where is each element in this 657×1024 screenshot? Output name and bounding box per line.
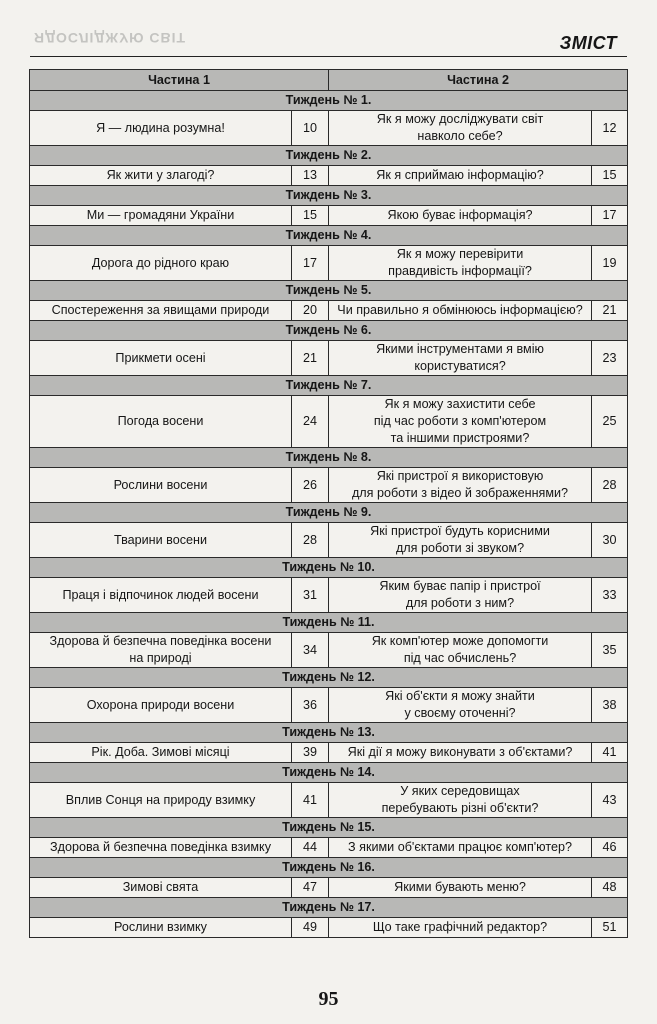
part1-topic: Рік. Доба. Зимові місяці	[30, 743, 292, 763]
part1-topic: Охорона природи восени	[30, 688, 292, 723]
part2-topic: Які дії я можу виконувати з об'єктами?	[329, 743, 592, 763]
part2-topic: Яким буває папір і пристрої для роботи з ним?	[329, 578, 592, 613]
week-title: Тиждень № 14.	[30, 763, 628, 783]
week-header-row	[30, 226, 628, 246]
part2-topic: Якою буває інформація?	[329, 206, 592, 226]
week-header-row	[30, 91, 628, 111]
lesson-row	[30, 206, 628, 226]
week-title: Тиждень № 12.	[30, 668, 628, 688]
lesson-row	[30, 166, 628, 186]
part2-topic: Чи правильно я обмінююсь інформацією?	[329, 301, 592, 321]
lesson-row	[30, 523, 628, 558]
week-title: Тиждень № 11.	[30, 613, 628, 633]
part1-page: 24	[292, 396, 329, 448]
part1-topic: Прикмети осені	[30, 341, 292, 376]
part1-page: 44	[292, 838, 329, 858]
part1-page: 31	[292, 578, 329, 613]
contents-table	[29, 69, 628, 938]
week-title: Тиждень № 5.	[30, 281, 628, 301]
lesson-row	[30, 838, 628, 858]
week-title: Тиждень № 9.	[30, 503, 628, 523]
part2-topic: Якими бувають меню?	[329, 878, 592, 898]
part2-page: 28	[592, 468, 628, 503]
column-header-row	[30, 70, 628, 91]
part1-page: 17	[292, 246, 329, 281]
part2-page: 46	[592, 838, 628, 858]
lesson-row	[30, 743, 628, 763]
part1-topic: Ми — громадяни України	[30, 206, 292, 226]
part2-page: 41	[592, 743, 628, 763]
week-title: Тиждень № 16.	[30, 858, 628, 878]
week-header-row	[30, 503, 628, 523]
week-header-row	[30, 448, 628, 468]
week-title: Тиждень № 1.	[30, 91, 628, 111]
week-header-row	[30, 858, 628, 878]
part1-topic: Здорова й безпечна поведінка взимку	[30, 838, 292, 858]
part1-topic: Зимові свята	[30, 878, 292, 898]
part1-page: 34	[292, 633, 329, 668]
part1-topic: Як жити у злагоді?	[30, 166, 292, 186]
part2-page: 48	[592, 878, 628, 898]
part1-topic: Здорова й безпечна поведінка восени на природі	[30, 633, 292, 668]
week-header-row	[30, 186, 628, 206]
week-header-row	[30, 613, 628, 633]
part2-page: 38	[592, 688, 628, 723]
part2-topic: Які об'єкти я можу знайти у своєму оточенні?	[329, 688, 592, 723]
part1-header: Частина 1	[30, 70, 329, 91]
part1-topic: Тварини восени	[30, 523, 292, 558]
part2-topic: У яких середовищах перебувають різні об'єкти?	[329, 783, 592, 818]
lesson-row	[30, 246, 628, 281]
part1-page: 13	[292, 166, 329, 186]
week-title: Тиждень № 6.	[30, 321, 628, 341]
week-header-row	[30, 281, 628, 301]
week-title: Тиждень № 2.	[30, 146, 628, 166]
part1-page: 21	[292, 341, 329, 376]
header-divider	[30, 56, 627, 57]
part1-topic: Вплив Сонця на природу взимку	[30, 783, 292, 818]
page-number: 95	[318, 988, 339, 1010]
part2-page: 12	[592, 111, 628, 146]
lesson-row	[30, 341, 628, 376]
part1-topic: Рослини восени	[30, 468, 292, 503]
lesson-row	[30, 688, 628, 723]
part1-page: 10	[292, 111, 329, 146]
lesson-row	[30, 111, 628, 146]
lesson-row	[30, 468, 628, 503]
part1-page: 49	[292, 918, 329, 938]
contents-table-body	[30, 70, 628, 938]
part2-page: 17	[592, 206, 628, 226]
week-title: Тиждень № 13.	[30, 723, 628, 743]
part1-page: 41	[292, 783, 329, 818]
week-title: Тиждень № 8.	[30, 448, 628, 468]
week-header-row	[30, 146, 628, 166]
part2-page: 21	[592, 301, 628, 321]
part2-page: 35	[592, 633, 628, 668]
part1-page: 28	[292, 523, 329, 558]
part1-topic: Праця і відпочинок людей восени	[30, 578, 292, 613]
part2-topic: Як комп'ютер може допомогти під час обчислень?	[329, 633, 592, 668]
lesson-row	[30, 301, 628, 321]
week-header-row	[30, 723, 628, 743]
part2-page: 51	[592, 918, 628, 938]
week-title: Тиждень № 3.	[30, 186, 628, 206]
week-header-row	[30, 668, 628, 688]
part2-topic: З якими об'єктами працює комп'ютер?	[329, 838, 592, 858]
part2-page: 23	[592, 341, 628, 376]
week-header-row	[30, 321, 628, 341]
lesson-row	[30, 396, 628, 448]
part1-page: 39	[292, 743, 329, 763]
week-header-row	[30, 376, 628, 396]
part2-page: 43	[592, 783, 628, 818]
part2-topic: Що таке графічний редактор?	[329, 918, 592, 938]
lesson-row	[30, 918, 628, 938]
part2-page: 30	[592, 523, 628, 558]
part1-page: 26	[292, 468, 329, 503]
week-title: Тиждень № 7.	[30, 376, 628, 396]
page-title: ЗМІСТ	[559, 33, 617, 53]
week-title: Тиждень № 4.	[30, 226, 628, 246]
lesson-row	[30, 783, 628, 818]
bleed-through-text: ЯДОСЛІДЖУЮ СВІТ	[34, 30, 187, 46]
part1-page: 36	[292, 688, 329, 723]
part2-topic: Як я можу досліджувати світ навколо себе?	[329, 111, 592, 146]
week-header-row	[30, 898, 628, 918]
week-header-row	[30, 818, 628, 838]
part1-topic: Погода восени	[30, 396, 292, 448]
part2-topic: Як я можу перевірити правдивість інформації?	[329, 246, 592, 281]
lesson-row	[30, 633, 628, 668]
part2-topic: Які пристрої будуть корисними для роботи зі звуком?	[329, 523, 592, 558]
part2-topic: Які пристрої я використовую для роботи з відео й зображеннями?	[329, 468, 592, 503]
week-header-row	[30, 763, 628, 783]
week-title: Тиждень № 10.	[30, 558, 628, 578]
part2-page: 15	[592, 166, 628, 186]
lesson-row	[30, 878, 628, 898]
part2-page: 33	[592, 578, 628, 613]
part1-topic: Рослини взимку	[30, 918, 292, 938]
part1-page: 20	[292, 301, 329, 321]
part1-page: 47	[292, 878, 329, 898]
part2-topic: Якими інструментами я вмію користуватися?	[329, 341, 592, 376]
part2-header: Частина 2	[329, 70, 628, 91]
week-header-row	[30, 558, 628, 578]
lesson-row	[30, 578, 628, 613]
week-title: Тиждень № 15.	[30, 818, 628, 838]
part2-page: 19	[592, 246, 628, 281]
part2-topic: Як я сприймаю інформацію?	[329, 166, 592, 186]
week-title: Тиждень № 17.	[30, 898, 628, 918]
part2-page: 25	[592, 396, 628, 448]
part2-topic: Як я можу захистити себе під час роботи з комп'ютером та іншими пристроями?	[329, 396, 592, 448]
part1-topic: Спостереження за явищами природи	[30, 301, 292, 321]
part1-topic: Дорога до рідного краю	[30, 246, 292, 281]
part1-topic: Я — людина розумна!	[30, 111, 292, 146]
part1-page: 15	[292, 206, 329, 226]
